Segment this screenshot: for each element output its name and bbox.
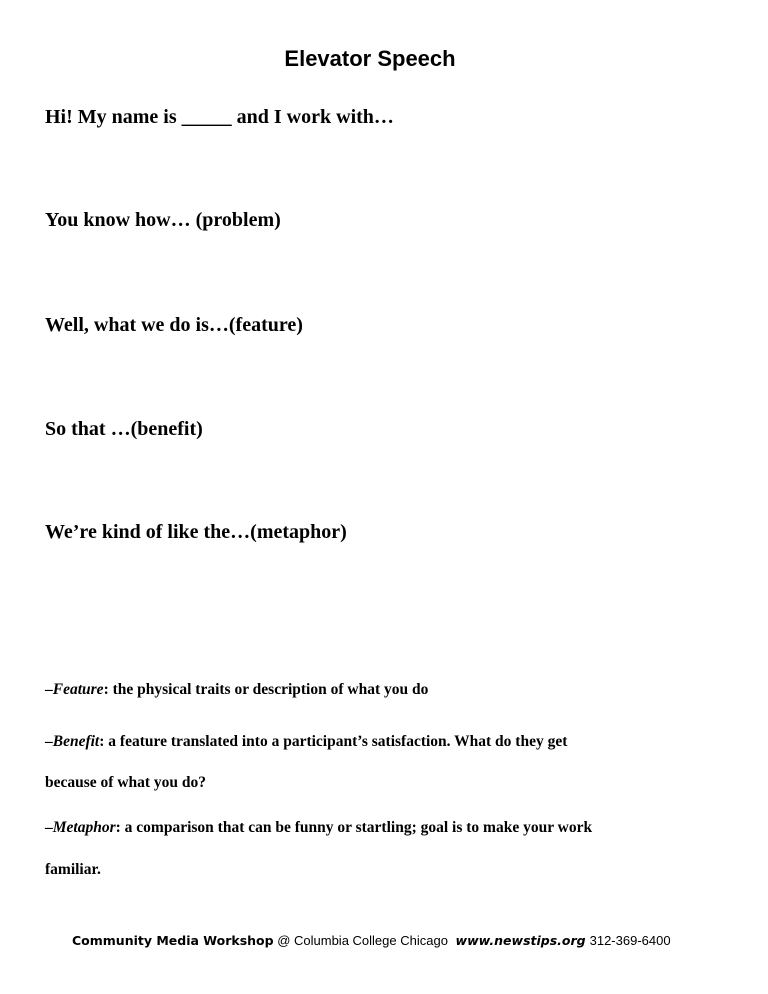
definition-dash: – — [45, 733, 53, 750]
definition-term: Benefit — [52, 733, 100, 750]
definition-term: Feature — [52, 681, 104, 698]
definition-text: : the physical traits or description of what you do — [103, 681, 429, 698]
footer — [72, 933, 671, 948]
definition-text: : a comparison that can be funny or startling; goal is to make your work — [115, 819, 593, 836]
prompt-benefit: So that …(benefit) — [45, 418, 203, 440]
prompt-problem: You know how… (problem) — [45, 209, 281, 231]
definition-dash: – — [45, 819, 53, 836]
definition-text: : a feature translated into a participant’s satisfaction. What do they get — [99, 733, 568, 750]
definition-dash: – — [45, 681, 53, 698]
prompt-feature: Well, what we do is…(feature) — [45, 314, 303, 336]
prompt-intro: Hi! My name is _____ and I work with… — [45, 106, 394, 128]
prompt-metaphor: We’re kind of like the…(metaphor) — [45, 521, 347, 543]
definition-term: Metaphor — [52, 819, 116, 836]
definition-metaphor — [45, 819, 592, 837]
definition-metaphor-continued: familiar. — [45, 861, 101, 878]
footer-url-link[interactable]: www.newstips.org — [455, 933, 586, 948]
footer-phone: 312-369-6400 — [589, 933, 671, 948]
definition-benefit-continued: because of what you do? — [45, 774, 207, 791]
page-title: Elevator Speech — [284, 46, 456, 71]
definition-benefit — [45, 733, 567, 751]
definition-feature — [45, 681, 428, 699]
footer-org: Community Media Workshop — [72, 933, 274, 948]
footer-affiliation: @ Columbia College Chicago — [273, 933, 452, 948]
